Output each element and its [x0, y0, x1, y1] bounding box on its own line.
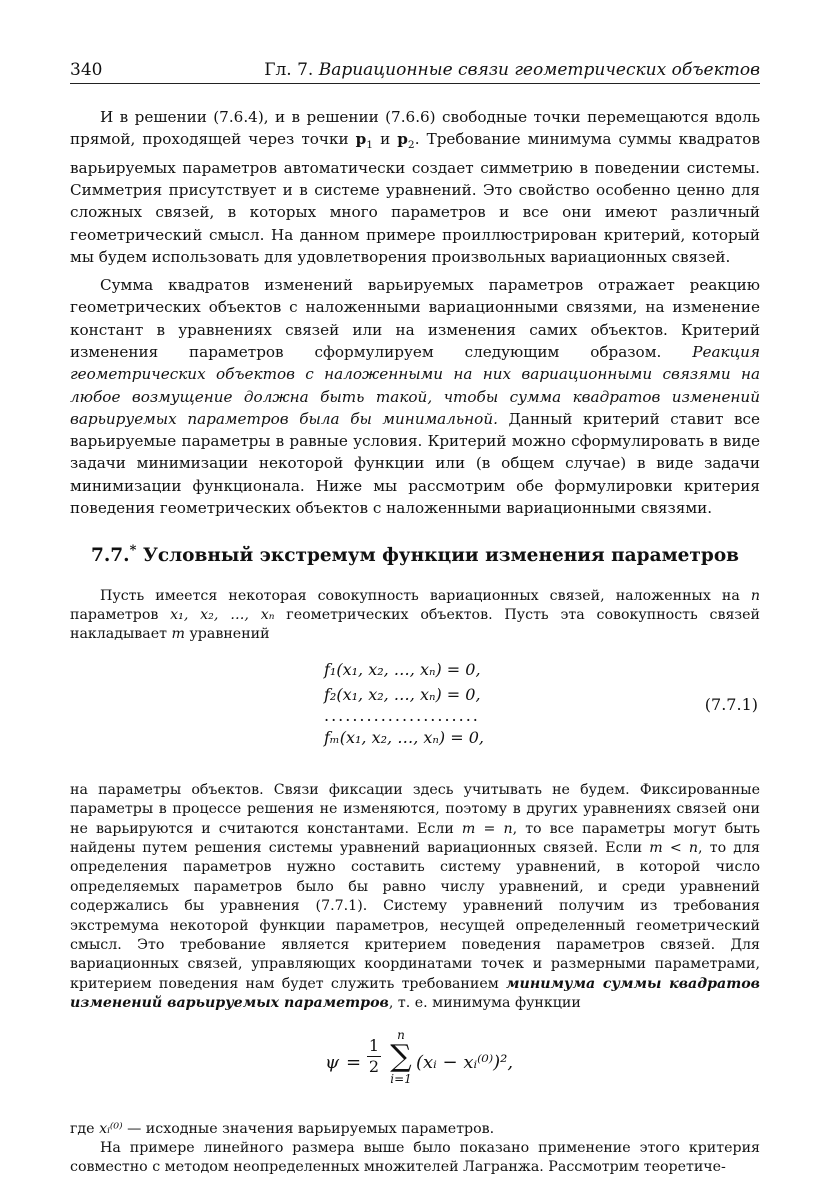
para1-text-a: И в решении (7.6.4), и в решении (7.6.6) свободные точки перемещаются вдоль прямой, проходящей через точки — [70, 108, 760, 149]
para4-text-c: , то для определения параметров нужно составить систему уравнений, в которой число определяемых параметров было бы равно числу уравнений, и среди уравнений содержались бы уравнения (7.7.1). Систему уравнений получим из требования экстремума некоторой функции параметров, несущей определенный геометрический смысл. Это требование является критерием поведения параметров связей. Для вариационных связей, управляющих координатами точек и размерными параметрами, критерием поведения нам будет служить требованием — [70, 839, 760, 992]
paragraph-2 — [70, 274, 760, 519]
para4-text-b: , то все параметры могут быть найдены путем решения системы уравнений вариационных связей. Если — [70, 820, 760, 856]
fraction-numerator: 1 — [368, 1035, 380, 1055]
para4-text-a: на параметры объектов. Связи фиксации здесь учитывать не будем. Фиксированные параметры в процессе решения не изменяются, поэтому в других уравнениях связей они не варьируются и считаются константами. Если — [70, 781, 760, 837]
chapter-label: Гл. 7. — [264, 60, 314, 80]
para3-text-d: уравнений — [184, 626, 270, 643]
para2-text-a: Сумма квадратов изменений варьируемых параметров отражает реакцию геометрических объектов с наложенными вариационными связями, на изменение констант в уравнениях связей или на изменения самих объектов. Критерий изменения параметров сформулируем следующим образом. — [70, 276, 760, 361]
running-title — [264, 60, 760, 80]
equation-line-2: f₂(x₁, x₂, …, xₙ) = 0, — [324, 684, 481, 704]
equation-line-3: fₘ(x₁, x₂, …, xₙ) = 0, — [324, 727, 484, 747]
paragraph-4 — [70, 781, 760, 1014]
para6-text: На примере линейного размера выше было показано применение этого критерия совместно с методом неопределенных множителей Лагранжа. Рассмотрим теоретиче- — [70, 1140, 760, 1176]
section-title: Условный экстремум функции изменения параметров — [142, 545, 740, 567]
page — [70, 60, 760, 1178]
sum-upper-limit: n — [397, 1027, 405, 1042]
condition-m-eq-n: m = n — [461, 820, 513, 837]
section-star: * — [129, 543, 137, 559]
para4-text-d: , т. е. минимума функции — [388, 995, 581, 1012]
chapter-title: Вариационные связи геометрических объектов — [318, 60, 760, 80]
var-m: m — [171, 626, 185, 643]
sum-operator — [388, 1028, 414, 1086]
paragraph-3 — [70, 587, 760, 645]
point-p1: p — [355, 130, 367, 149]
paragraph-1 — [70, 106, 760, 268]
para3-text-c: геометрических объектов. Пусть эта совокупность связей накладывает — [70, 606, 761, 643]
criterion-statement: Реакция геометрических объектов с наложенными на них вариационными связями на любое возмущение должна быть такой, чтобы сумма квадратов изменений варьируемых параметров была бы минимальной. — [70, 343, 760, 428]
condition-m-lt-n: m < n — [649, 839, 699, 856]
formula-psi: ψ — [325, 1051, 340, 1073]
fraction-denominator: 2 — [368, 1056, 380, 1076]
para5-text-b: — исходные значения варьируемых параметров. — [122, 1120, 495, 1137]
formula-fraction — [367, 1036, 381, 1077]
psi-formula — [70, 1028, 760, 1102]
equation-number: (7.7.1) — [704, 694, 758, 714]
para1-text-c: . Требование минимума суммы квадратов варьируемых параметров автоматически создает симметрию в поведении системы. Симметрия присутствует и в системе уравнений. Это свойство особенно ценно для сложных связей, в которых много параметров и все они имеют различный геометрический смысл. На данном примере проиллюстрирован критерий, который мы будем использовать для удовлетворения произвольных вариационных связей. — [70, 130, 760, 266]
sum-lower-limit: i=1 — [390, 1071, 412, 1086]
paragraph-6 — [70, 1139, 760, 1178]
formula-equals: = — [346, 1051, 362, 1073]
page-number: 340 — [70, 60, 103, 80]
var-n: n — [750, 587, 760, 604]
para3-text-a: Пусть имеется некоторая совокупность вариационных связей, наложенных на — [100, 587, 751, 604]
equation-7-7-1 — [70, 657, 760, 775]
var-x-initial: xᵢ⁽⁰⁾ — [99, 1120, 123, 1137]
para5-text-a: где — [70, 1120, 100, 1137]
section-number: 7.7. — [90, 545, 130, 567]
sum-symbol: ∑ — [390, 1038, 412, 1074]
point-p1-sub: 1 — [366, 138, 374, 152]
equation-system — [324, 657, 484, 750]
point-p2-sub: 2 — [407, 138, 415, 152]
running-header — [70, 60, 760, 84]
equation-dots: ...................... — [324, 705, 480, 725]
equation-line-1: f₁(x₁, x₂, …, xₙ) = 0, — [324, 659, 481, 679]
section-heading — [70, 543, 760, 566]
para3-text-b: параметров — [70, 606, 171, 623]
point-p2: p — [397, 130, 408, 149]
minimum-criterion: минимума суммы квадратов изменений варьируемых параметров — [70, 975, 760, 1012]
para1-text-b: и — [373, 130, 398, 149]
formula-body: (xᵢ − xᵢ⁽⁰⁾)², — [416, 1051, 514, 1073]
var-list: x₁, x₂, …, xₙ — [170, 606, 275, 623]
paragraph-5 — [70, 1120, 760, 1139]
para2-text-b: Данный критерий ставит все варьируемые параметры в равные условия. Критерий можно сформулировать в виде задачи минимизации некоторой функции или (в общем случае) в виде задачи минимизации функционала. Ниже мы рассмотрим обе формулировки критерия поведения геометрических объектов с наложенными вариационными связями. — [70, 409, 760, 518]
